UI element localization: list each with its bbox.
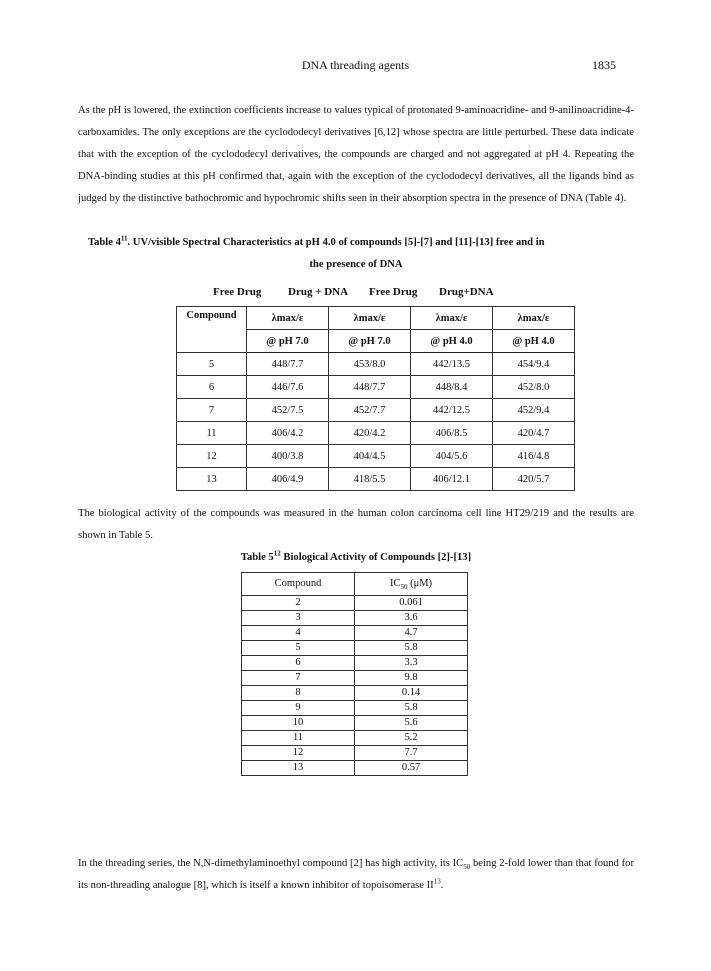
- para3-ref: 13: [433, 877, 441, 886]
- table-cell: 400/3.8: [247, 445, 329, 468]
- table4-header-cell: @ pH 7.0: [247, 330, 329, 353]
- table-cell: 13: [242, 761, 355, 776]
- table4-header-cell: λmax/ε: [247, 307, 329, 330]
- table-cell: 3.6: [355, 611, 468, 626]
- table5-caption-ref: 12: [273, 549, 281, 558]
- table-cell: 5: [177, 353, 247, 376]
- paragraph-ph-discussion: As the pH is lowered, the extinction coefficients increase to values typical of protonated 9-aminoacridine- and 9-anilinoacridine-4-carboxamides. The only exceptions are the cyclododecyl derivatives [6,12] whose spectra are little perturbed. These data indicate that with the exception of the cyclododecyl derivatives, the compounds are charged and not aggregated at pH 4. Repeating the DNA-binding studies at this pH confirmed that, again with the exception of the cyclododecyl derivatives, all the ligands bind as judged by the distinctive bathochromic and hypochromic shifts seen in their absorption spectra in the presence of DNA (Table 4).: [78, 105, 634, 204]
- table4-caption: [78, 232, 634, 276]
- table5-caption-rest: Biological Activity of Compounds [2]-[13]: [280, 552, 472, 563]
- table5-compound-header: Compound: [242, 573, 355, 596]
- table-cell: 452/7.7: [329, 399, 411, 422]
- table-cell: 416/4.8: [493, 445, 575, 468]
- paragraph-threading-series: [78, 853, 634, 897]
- table4-caption-prefix: Table 4: [88, 237, 121, 248]
- table-cell: 406/4.9: [247, 468, 329, 491]
- table-row: [242, 596, 468, 611]
- table-row: [177, 353, 575, 376]
- table4-caption-ref: 11: [120, 234, 128, 243]
- table4-header-cell: @ pH 7.0: [329, 330, 411, 353]
- table-cell: 4: [242, 626, 355, 641]
- table-cell: 5.8: [355, 641, 468, 656]
- table-cell: 406/8.5: [411, 422, 493, 445]
- table4-header-cell: @ pH 4.0: [493, 330, 575, 353]
- table-row: [242, 611, 468, 626]
- group-drug-dna-ph4: Drug+DNA: [439, 286, 494, 298]
- table-cell: 5.6: [355, 716, 468, 731]
- table-cell: 406/12.1: [411, 468, 493, 491]
- table-row: [177, 468, 575, 491]
- table-cell: 453/8.0: [329, 353, 411, 376]
- table-cell: 0.061: [355, 596, 468, 611]
- table-cell: 442/13.5: [411, 353, 493, 376]
- table-row: [242, 656, 468, 671]
- table4-caption-line2: the presence of DNA: [309, 259, 403, 270]
- table-row: [242, 626, 468, 641]
- table-cell: 11: [177, 422, 247, 445]
- table-cell: 5: [242, 641, 355, 656]
- table-cell: 9.8: [355, 671, 468, 686]
- table-cell: 448/7.7: [329, 376, 411, 399]
- table-cell: 406/4.2: [247, 422, 329, 445]
- table-cell: 420/4.7: [493, 422, 575, 445]
- ic50-unit: (μM): [407, 578, 433, 589]
- table-row: [242, 686, 468, 701]
- para3-subscript: 50: [463, 863, 471, 872]
- table5-ic50-header: [355, 573, 468, 596]
- table4-caption-line1: . UV/visible Spectral Characteristics at pH 4.0 of compounds [5]-[7] and [11]-[13] free and in: [127, 237, 545, 248]
- table4-header-cell: @ pH 4.0: [411, 330, 493, 353]
- table-row: [242, 746, 468, 761]
- ic50-subscript: 50: [400, 583, 408, 592]
- table-cell: 12: [242, 746, 355, 761]
- table-cell: 7.7: [355, 746, 468, 761]
- group-drug-dna-ph7: Drug + DNA: [288, 286, 349, 298]
- table4-header-cell: λmax/ε: [329, 307, 411, 330]
- table4-header-row1: [177, 307, 575, 330]
- table-row: [242, 761, 468, 776]
- table-row: [242, 671, 468, 686]
- table-row: [177, 399, 575, 422]
- table-cell: 420/4.2: [329, 422, 411, 445]
- table-cell: 5.8: [355, 701, 468, 716]
- table-cell: 9: [242, 701, 355, 716]
- table-cell: 11: [242, 731, 355, 746]
- table5: [241, 572, 468, 776]
- para3-text-end: .: [440, 880, 444, 891]
- para3-text-part2: being 2-fold lower than that found for its non-threading analogue [8], which is itself a known inhibitor of topoisomerase II: [78, 858, 634, 891]
- table-row: [242, 731, 468, 746]
- para3-text-part1: In the threading series, the N,N-dimethylaminoethyl compound [2] has high activity, its IC: [78, 858, 464, 869]
- table-cell: 0.14: [355, 686, 468, 701]
- ic50-label: IC: [389, 578, 401, 589]
- table-cell: 6: [242, 656, 355, 671]
- table-row: [177, 422, 575, 445]
- table-cell: 442/12.5: [411, 399, 493, 422]
- table-cell: 7: [177, 399, 247, 422]
- table-row: [242, 701, 468, 716]
- table4-compound-header: Compound: [177, 307, 247, 353]
- table-cell: 12: [177, 445, 247, 468]
- table-row: [177, 445, 575, 468]
- table4-header-cell: λmax/ε: [493, 307, 575, 330]
- running-header: DNA threading agents: [301, 58, 410, 72]
- table-cell: 448/7.7: [247, 353, 329, 376]
- table-cell: 6: [177, 376, 247, 399]
- table-cell: 7: [242, 671, 355, 686]
- table-row: [242, 716, 468, 731]
- table-cell: 404/5.6: [411, 445, 493, 468]
- table5-caption: [78, 547, 634, 569]
- table-cell: 10: [242, 716, 355, 731]
- group-free-drug-ph7: Free Drug: [213, 286, 262, 298]
- table-row: [177, 376, 575, 399]
- table-cell: 418/5.5: [329, 468, 411, 491]
- table-cell: 0.57: [355, 761, 468, 776]
- table-cell: 404/4.5: [329, 445, 411, 468]
- table-cell: 454/9.4: [493, 353, 575, 376]
- table-cell: 3.3: [355, 656, 468, 671]
- table-cell: 3: [242, 611, 355, 626]
- table-row: [242, 641, 468, 656]
- table-cell: 8: [242, 686, 355, 701]
- table4: [176, 306, 575, 491]
- table5-caption-prefix: Table 5: [240, 552, 274, 563]
- table-cell: 452/8.0: [493, 376, 575, 399]
- table-cell: 5.2: [355, 731, 468, 746]
- group-free-drug-ph4: Free Drug: [369, 286, 418, 298]
- table-cell: 4.7: [355, 626, 468, 641]
- table-cell: 448/8.4: [411, 376, 493, 399]
- paragraph-biological-activity: The biological activity of the compounds was measured in the human colon carcinoma cell line HT29/219 and the results are shown in Table 5.: [78, 508, 634, 541]
- table5-header-row: [242, 573, 468, 596]
- table4-header-cell: λmax/ε: [411, 307, 493, 330]
- table-cell: 13: [177, 468, 247, 491]
- table-cell: 446/7.6: [247, 376, 329, 399]
- table-cell: 420/5.7: [493, 468, 575, 491]
- page-number: 1835: [592, 58, 616, 72]
- table-cell: 452/9.4: [493, 399, 575, 422]
- table-cell: 2: [242, 596, 355, 611]
- table-cell: 452/7.5: [247, 399, 329, 422]
